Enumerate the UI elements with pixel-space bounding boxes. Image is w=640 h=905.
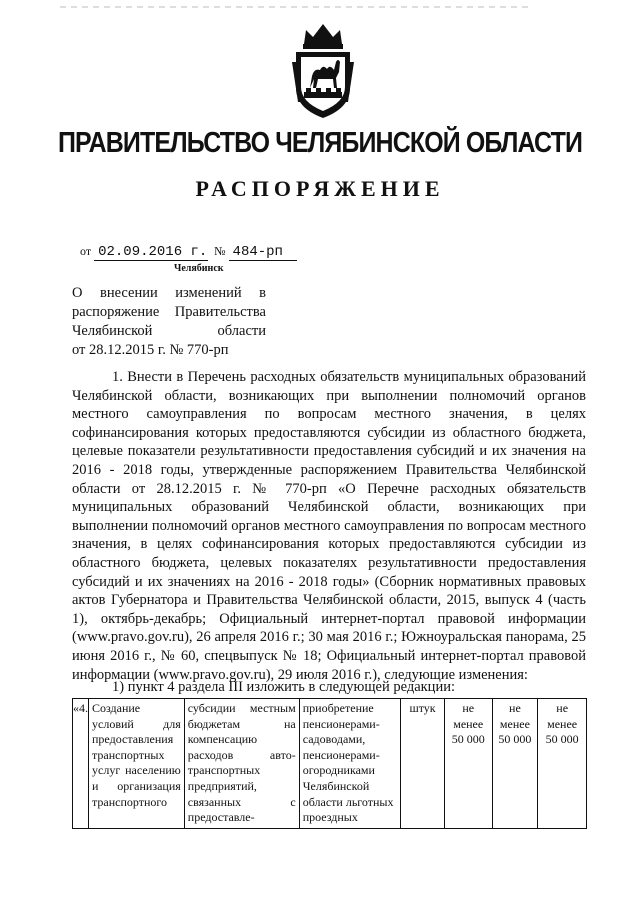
value-2018: не менее 50 000 [538,699,587,829]
subsidy-description: субсидии местным бюджетам на компенсацию расходов авто-транспортных предприятий, связанных с предоставле- [184,699,299,829]
subject-block [72,284,266,360]
paragraph-1: 1. Внести в Перечень расходных обязательств муниципальных образований Челябинской области, возникающих при выполнении полномочий органов местного самоуправления по вопросам местного значения, в целях софинансирования которых предоставляются субсидии из областного бюджета, целевые показатели результативности предоставления субсидий и их значения на 2016 - 2018 годы, утвержденные распоряжением Правительства Челябинской области от 28.12.2015 г. № 770-рп «О Перечне расходных обязательств муниципальных образований Челябинской области, возникающих при выполнении полномочий органов местного самоуправления по вопросам местного значения, в целях софинансирования которых предоставляются субсидии из областного бюджета, целевых показателях результативности предоставления субсидий и их значениях на 2016 - 2018 годы» (Сборник нормативных правовых актов Губернатора и Правительства Челябинской области, 2015, выпуск 4 (часть 1), октябрь-декабрь; Официальный интернет-портал правовой информации (www.pravo.gov.ru), 26 апреля 2016 г.; 30 мая 2016 г.; Южноуральская панорама, 25 июня 2016 г., № 60, спецвыпуск № 18; Официальный интернет-портал правовой информации (www.pravo.gov.ru), 29 июля 2016 г.), следующие изменения: [72,369,586,683]
body-text [72,368,586,684]
subject-line: Челябинской области [72,323,266,339]
amendment-table [72,698,587,829]
indicator: приобретение пенсионерами-садоводами, пенсионерами-огородниками Челябинской области льготных проездных [299,699,400,829]
date-number-line [80,244,297,261]
table-row [73,699,587,829]
row-number: «4. [73,699,89,829]
obligation-name: Создание условий для предоставления транспортных услуг населению и организация транспортного [89,699,185,829]
subject-line: распоряжение Правительства [72,304,266,320]
unit: штук [401,699,445,829]
value-2016: не менее 50 000 [444,699,492,829]
government-title: ПРАВИТЕЛЬСТВО ЧЕЛЯБИНСКОЙ ОБЛАСТИ [57,127,583,159]
city: Челябинск [174,263,224,274]
date-prefix: от [80,244,92,258]
chelyabinsk-coat-of-arms-icon [292,22,354,120]
number-prefix: № [214,244,226,258]
document-number: 484-рп [229,244,297,261]
scan-artifact [60,6,530,8]
subject-line: от 28.12.2015 г. № 770-рп [72,342,229,358]
value-2017: не менее 50 000 [492,699,538,829]
document-type: РАСПОРЯЖЕНИЕ [195,176,445,201]
sub-item-1: 1) пункт 4 раздела III изложить в следующей редакции: [112,679,455,695]
document-date: 02.09.2016 г. [94,244,208,261]
subject-line: О внесении изменений в [72,285,266,301]
